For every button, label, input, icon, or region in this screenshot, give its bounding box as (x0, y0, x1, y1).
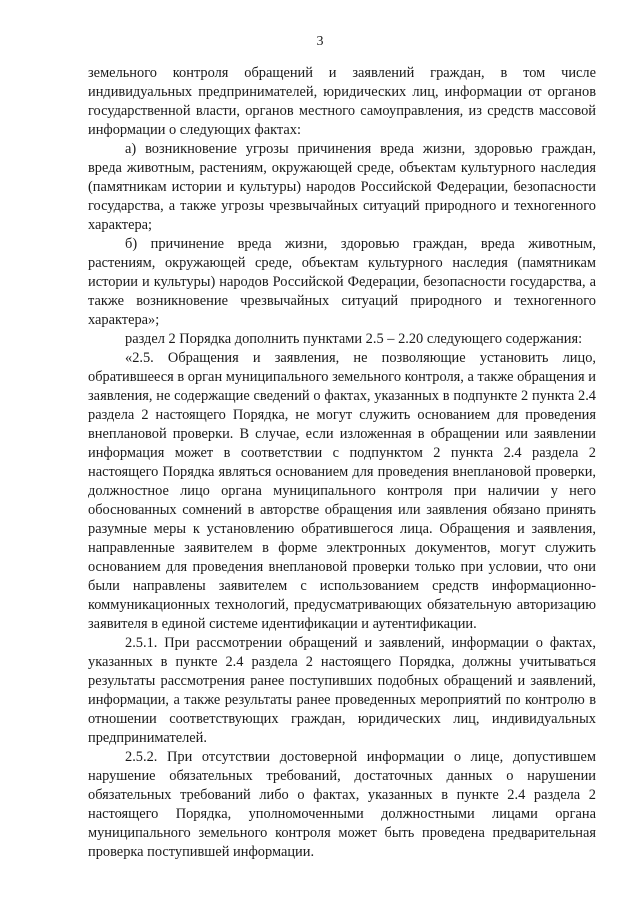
paragraph-item-a: а) возникновение угрозы причинения вреда жизни, здоровью граждан, вреда животным, растениям, окружающей среде, объектам культурного наследия (памятникам истории и культуры) народов Российской Федерации, безопасности государства, а также угрозы чрезвычайных ситуаций природного и техногенного характера; (88, 141, 596, 233)
paragraph-item-b: б) причинение вреда жизни, здоровью граждан, вреда животным, растениям, окружающей среде, объектам культурного наследия (памятникам истории и культуры) народов Российской Федерации, безопасности государства, а также возникновение чрезвычайных ситуаций природного и техногенного характера»; (88, 236, 596, 328)
paragraph-amendment-intro: раздел 2 Порядка дополнить пунктами 2.5 – 2.20 следующего содержания: (125, 331, 583, 347)
paragraph-continuation: земельного контроля обращений и заявлений граждан, в том числе индивидуальных предпринимателей, юридических лиц, информации от органов государственной власти, органов местного самоуправления, из средств массовой информации о следующих фактах: (88, 65, 596, 138)
document-body (88, 64, 596, 862)
paragraph-clause-2-5-2: 2.5.2. При отсутствии достоверной информации о лице, допустившем нарушение обязательных требований, достаточных данных о нарушении обязательных требований либо о фактах, указанных в пункте 2.4 раздела 2 настоящего Порядка, уполномоченными должностными лицами органа муниципального земельного контроля может быть проведена предварительная проверка поступившей информации. (88, 749, 596, 860)
paragraph-clause-2-5-1: 2.5.1. При рассмотрении обращений и заявлений, информации о фактах, указанных в пункте 2.4 раздела 2 настоящего Порядка, должны учитываться результаты рассмотрения ранее поступивших подобных обращений и заявлений, информации, а также результаты ранее проведенных мероприятий по контролю в отношении соответствующих граждан, юридических лиц, индивидуальных предпринимателей. (88, 635, 596, 746)
paragraph-clause-2-5: «2.5. Обращения и заявления, не позволяющие установить лицо, обратившееся в орган муниципального земельного контроля, а также обращения и заявления, не содержащие сведений о фактах, указанных в подпункте 2 пункта 2.4 раздела 2 настоящего Порядка, не могут служить основанием для проведения внеплановой проверки. В случае, если изложенная в обращении или заявлении информация может в соответствии с подпунктом 2 пункта 2.4 раздела 2 настоящего Порядка являться основанием для проведения внеплановой проверки, должностное лицо органа муниципального контроля при наличии у него обоснованных сомнений в авторстве обращения или заявления обязано принять разумные меры к установлению обратившегося лица. Обращения и заявления, направленные заявителем в форме электронных документов, могут служить основанием для проведения внеплановой проверки только при условии, что они были направлены заявителем с использованием средств информационно-коммуникационных технологий, предусматривающих обязательную авторизацию заявителя в единой системе идентификации и аутентификации. (88, 350, 596, 632)
page-number: 3 (316, 34, 324, 49)
